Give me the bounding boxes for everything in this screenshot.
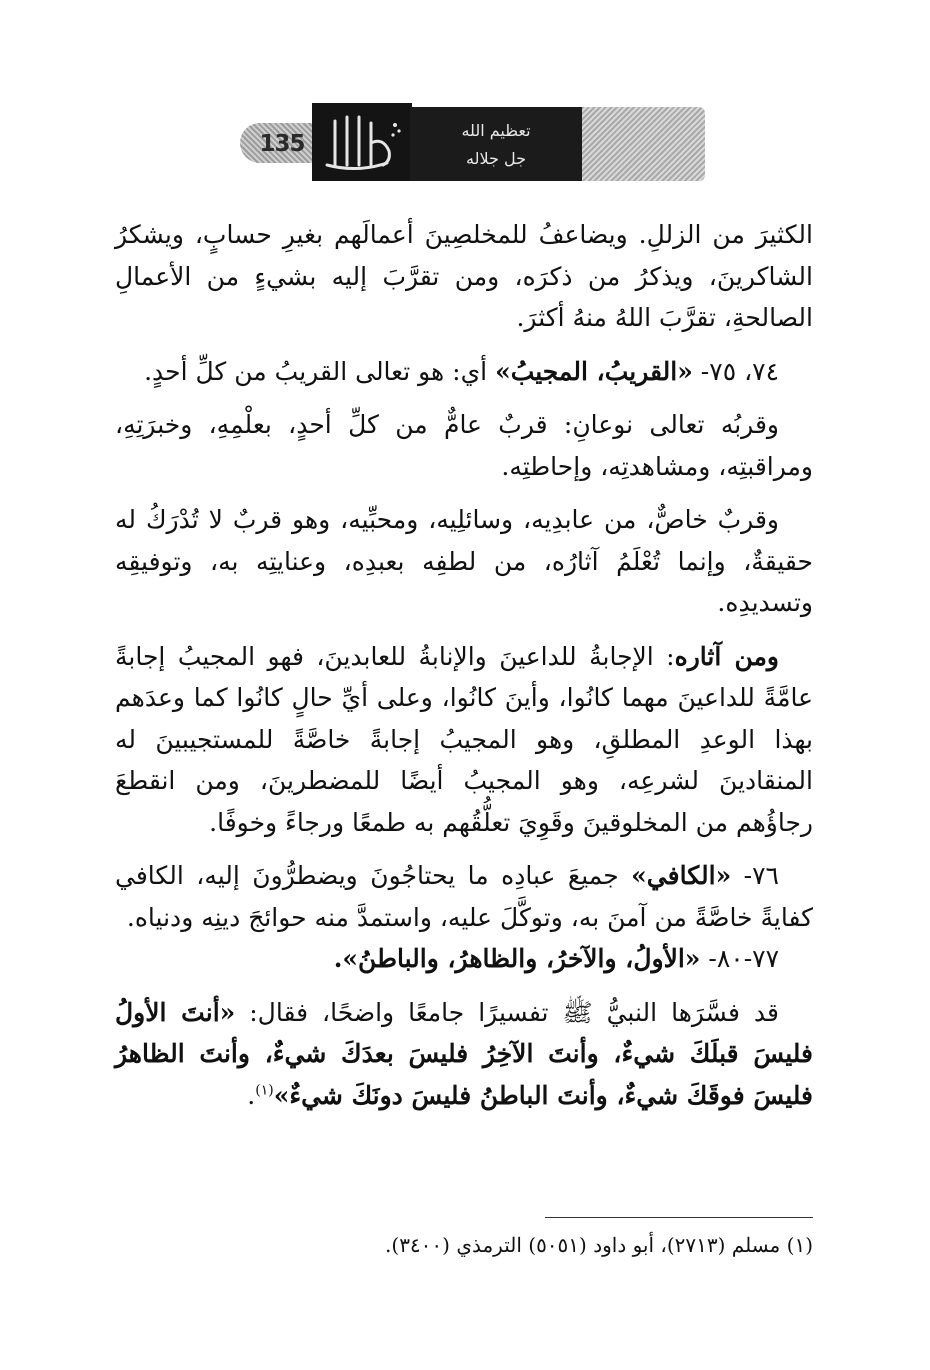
header-title-box — [410, 107, 582, 181]
main-text — [115, 214, 813, 1116]
paragraph-8 — [115, 992, 813, 1117]
entry-text: جميعَ عبادِه ما يحتاجُونَ ويضطرُّونَ إليه، الكافي كفايةً خاصَّةً من آمنَ به، وتوكَّلَ عليه، واستمدَّ منه حوائجَ دينِه ودنياه. — [115, 861, 813, 932]
paragraph-1: الكثيرَ من الزللِ. ويضاعفُ للمخلصِينَ أعمالَهم بغيرِ حسابٍ، ويشكرُ الشاكرينَ، ويذكرُ من ذكرَه، ومن تقرَّبَ إليه بشيءٍ من الأعمالِ الصالحةِ، تقرَّبَ اللهُ منهُ أكثرَ. — [115, 220, 813, 332]
paragraph-end: . — [247, 1080, 256, 1110]
paragraph-6 — [115, 855, 813, 938]
paragraph-lead: ومن آثاره — [674, 641, 780, 671]
footnote: (١) مسلم (٢٧١٣)، أبو داود (٥٠٥١) الترمذي (٣٤٠٠). — [385, 1233, 813, 1257]
entry-number: ٧٤، ٧٥- — [692, 356, 779, 386]
entry-number: ٧٧-٨٠- — [700, 944, 779, 973]
header-title-line1: تعظيم الله — [461, 121, 531, 140]
entry-number: ٧٦- — [731, 861, 779, 890]
paragraph-text: قد فسَّرَها النبيُّ ﷺ تفسيرًا جامعًا واضحًا، فقال: — [235, 997, 779, 1027]
hadith-quote: «أنتَ الأولُ فليسَ قبلَكَ شيءٌ، وأنتَ الآخِرُ فليسَ بعدَكَ شيءٌ، وأنتَ الظاهرُ فليسَ فوقَكَ شيءٌ، وأنتَ الباطنُ فليسَ دونَكَ شيءٌ» — [115, 997, 813, 1110]
divine-name: «القريبُ، المجيبُ» — [495, 356, 693, 386]
footnote-reference: (١) — [255, 1082, 274, 1099]
paragraph-3: وقربُه تعالى نوعانِ: قربٌ عامٌّ من كلِّ أحدٍ، بعلْمِهِ، وخبرَتِهِ، ومراقبتِه، ومشاهدتِه، وإحاطتِه. — [115, 410, 813, 481]
divine-name: «الأولُ، والآخرُ، والظاهرُ، والباطنُ». — [333, 944, 701, 973]
paragraph-text: : الإجابةُ للداعينَ والإنابةُ للعابدينَ، فهو المجيبُ إجابةً عامَّةً للداعينَ مهما كانُوا، وأينَ كانُوا، وعلى أيِّ حالٍ كانُوا كما وعدَهم بهذا الوعدِ المطلقِ، وهو المجيبُ إجابةً خاصَّةً للمستجيبينَ له المنقادينَ لشرعِه، وهو المجيبُ أيضًا للمضطرينَ، ومن انقطعَ رجاؤُهم من المخلوقينَ وقَوِيَ تعلُّقُهم به طمعًا ورجاءً وخوفًا. — [115, 641, 813, 837]
allah-calligraphy-icon — [312, 103, 412, 181]
divine-name: «الكافي» — [631, 861, 732, 890]
paragraph-4: وقربٌ خاصٌّ، من عابدِيه، وسائلِيه، ومحبِّيه، وهو قربٌ لا تُدْرَكُ له حقيقةٌ، وإنما تُعْلَمُ آثارُه، من لطفِه بعبدِه، وعنايتِه به، وتوفيقِه وتسديدِه. — [115, 505, 813, 617]
footnote-divider — [545, 1217, 813, 1218]
header-right-band — [582, 107, 705, 181]
entry-text: أي: هو تعالى القريبُ من كلِّ أحدٍ. — [144, 356, 496, 386]
page-header — [240, 103, 705, 181]
paragraph-2 — [115, 351, 813, 393]
page-number: 135 — [259, 131, 305, 157]
paragraph-7 — [115, 938, 813, 980]
header-title-line2: جل جلاله — [466, 149, 526, 168]
paragraph-5 — [115, 636, 813, 844]
